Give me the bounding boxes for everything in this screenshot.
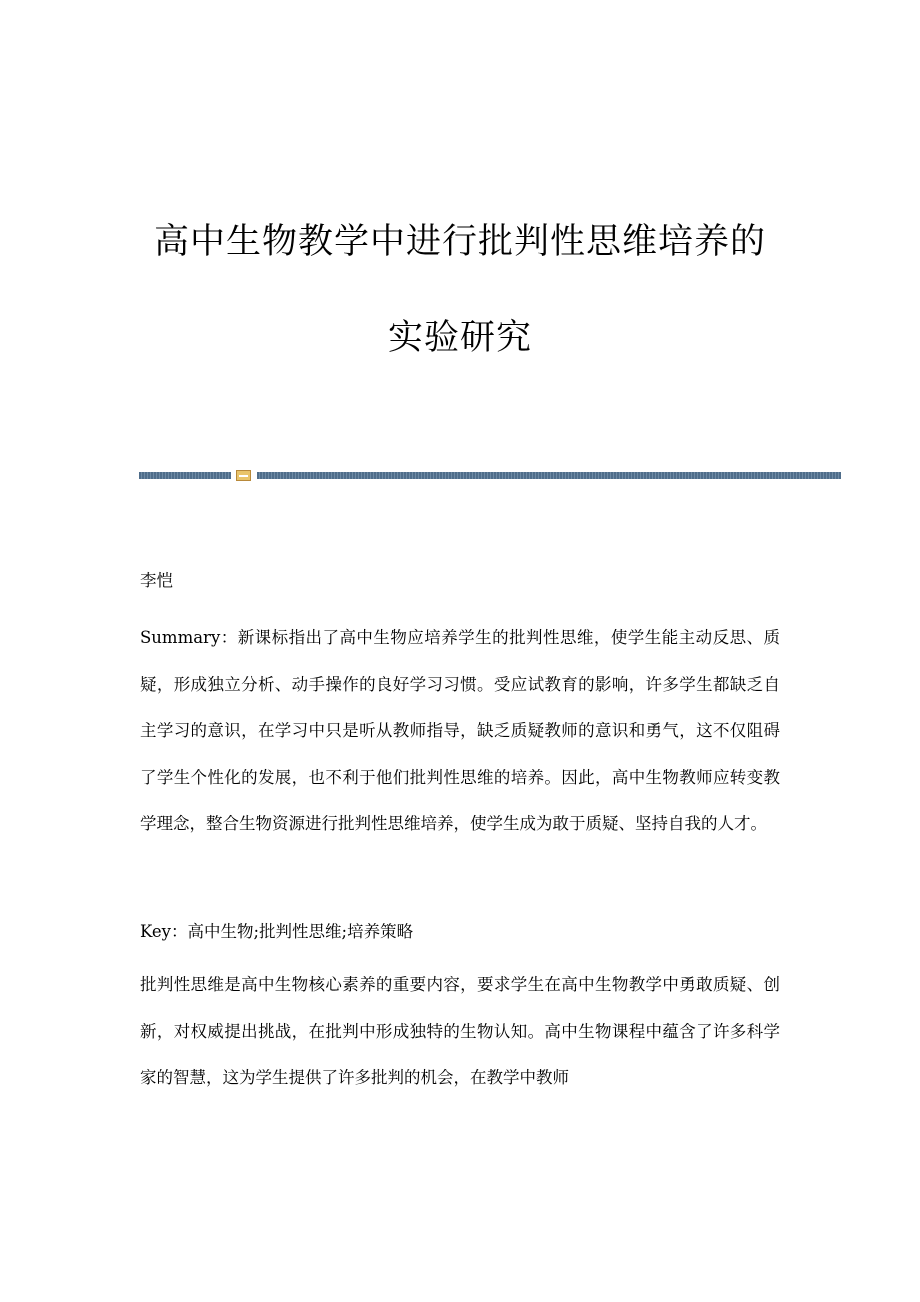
title-divider [139, 470, 841, 480]
divider-ornament-icon [236, 470, 251, 481]
divider-bar-right [257, 472, 841, 479]
keywords-line: Key：高中生物;批判性思维;培养策略 [140, 922, 414, 941]
divider-bar-left [139, 472, 231, 479]
document-title-line-2: 实验研究 [387, 318, 532, 358]
body-paragraph: 批判性思维是高中生物核心素养的重要内容，要求学生在高中生物教学中勇敢质疑、创新，对权威提出挑战，在批判中形成独特的生物认知。高中生物课程中蕴含了许多科学家的智慧，这为学生提供了许多批判的机会，在教学中教师 [140, 975, 780, 1087]
document-title-line-1: 高中生物教学中进行批判性思维培养的 [153, 222, 766, 262]
summary-paragraph: Summary：新课标指出了高中生物应培养学生的批判性思维，使学生能主动反思、质疑，形成独立分析、动手操作的良好学习习惯。受应试教育的影响，许多学生都缺乏自主学习的意识，在学习中只是听从教师指导，缺乏质疑教师的意识和勇气，这不仅阻碍了学生个性化的发展，也不利于他们批判性思维的培养。因此，高中生物教师应转变教学理念，整合生物资源进行批判性思维培养，使学生成为敢于质疑、坚持自我的人才。 [140, 628, 780, 833]
author-name: 李恺 [140, 571, 173, 590]
